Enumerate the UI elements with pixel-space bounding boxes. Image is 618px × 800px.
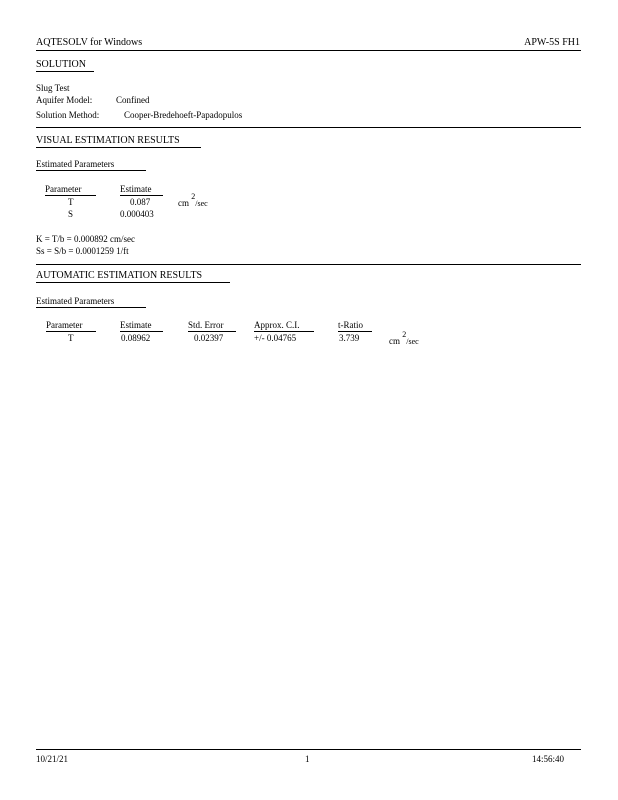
visual-row-s-estimate: 0.000403 [120, 209, 154, 219]
auto-row-t-ratio: 3.739 [339, 333, 360, 343]
visual-col-parameter: Parameter [45, 185, 96, 196]
file-id: APW-5S FH1 [524, 37, 580, 48]
visual-col-estimate: Estimate [120, 185, 163, 196]
specific-storage-line: Ss = S/b = 0.0001259 1/ft [36, 246, 129, 256]
auto-col-t-ratio: t-Ratio [338, 321, 372, 332]
aquifer-model-label: Aquifer Model: [36, 95, 93, 105]
auto-col-ci: Approx. C.I. [254, 321, 314, 332]
footer-time: 14:56:40 [531, 754, 564, 764]
auto-col-parameter: Parameter [46, 321, 96, 332]
auto-row-t-param: T [68, 333, 74, 343]
auto-row-t-std-error: 0.02397 [194, 333, 224, 343]
visual-heading: VISUAL ESTIMATION RESULTS [36, 136, 201, 148]
footer-page-number: 1 [305, 754, 310, 764]
visual-rule [36, 264, 581, 265]
visual-row-s-param: S [68, 209, 74, 219]
aquifer-model-value: Confined [116, 95, 150, 105]
visual-row-t-param: T [68, 197, 74, 207]
visual-row-t-estimate: 0.087 [130, 197, 151, 207]
solution-rule [36, 127, 581, 128]
footer-rule [36, 749, 581, 750]
solution-method-value: Cooper-Bredehoeft-Papadopulos [124, 110, 243, 120]
auto-row-t-estimate: 0.08962 [121, 333, 151, 343]
auto-col-std-error: Std. Error [188, 321, 236, 332]
solution-heading: SOLUTION [36, 60, 94, 72]
visual-row-t-unit: cm $^2$/sec [178, 192, 208, 208]
auto-row-t-unit: cm $^2$/sec [389, 330, 419, 346]
solution-method-label: Solution Method: [36, 110, 100, 120]
footer-date: 10/21/21 [36, 754, 69, 764]
visual-subheading: Estimated Parameters [36, 160, 146, 171]
auto-col-estimate: Estimate [120, 321, 163, 332]
test-type: Slug Test [36, 83, 70, 93]
automatic-heading: AUTOMATIC ESTIMATION RESULTS [36, 271, 230, 283]
auto-row-t-ci: +/- 0.04765 [254, 333, 297, 343]
app-title: AQTESOLV for Windows [36, 37, 143, 48]
header-rule [36, 50, 581, 51]
hydraulic-conductivity-line: K = T/b = 0.000892 cm/sec [36, 234, 135, 244]
automatic-subheading: Estimated Parameters [36, 297, 146, 308]
